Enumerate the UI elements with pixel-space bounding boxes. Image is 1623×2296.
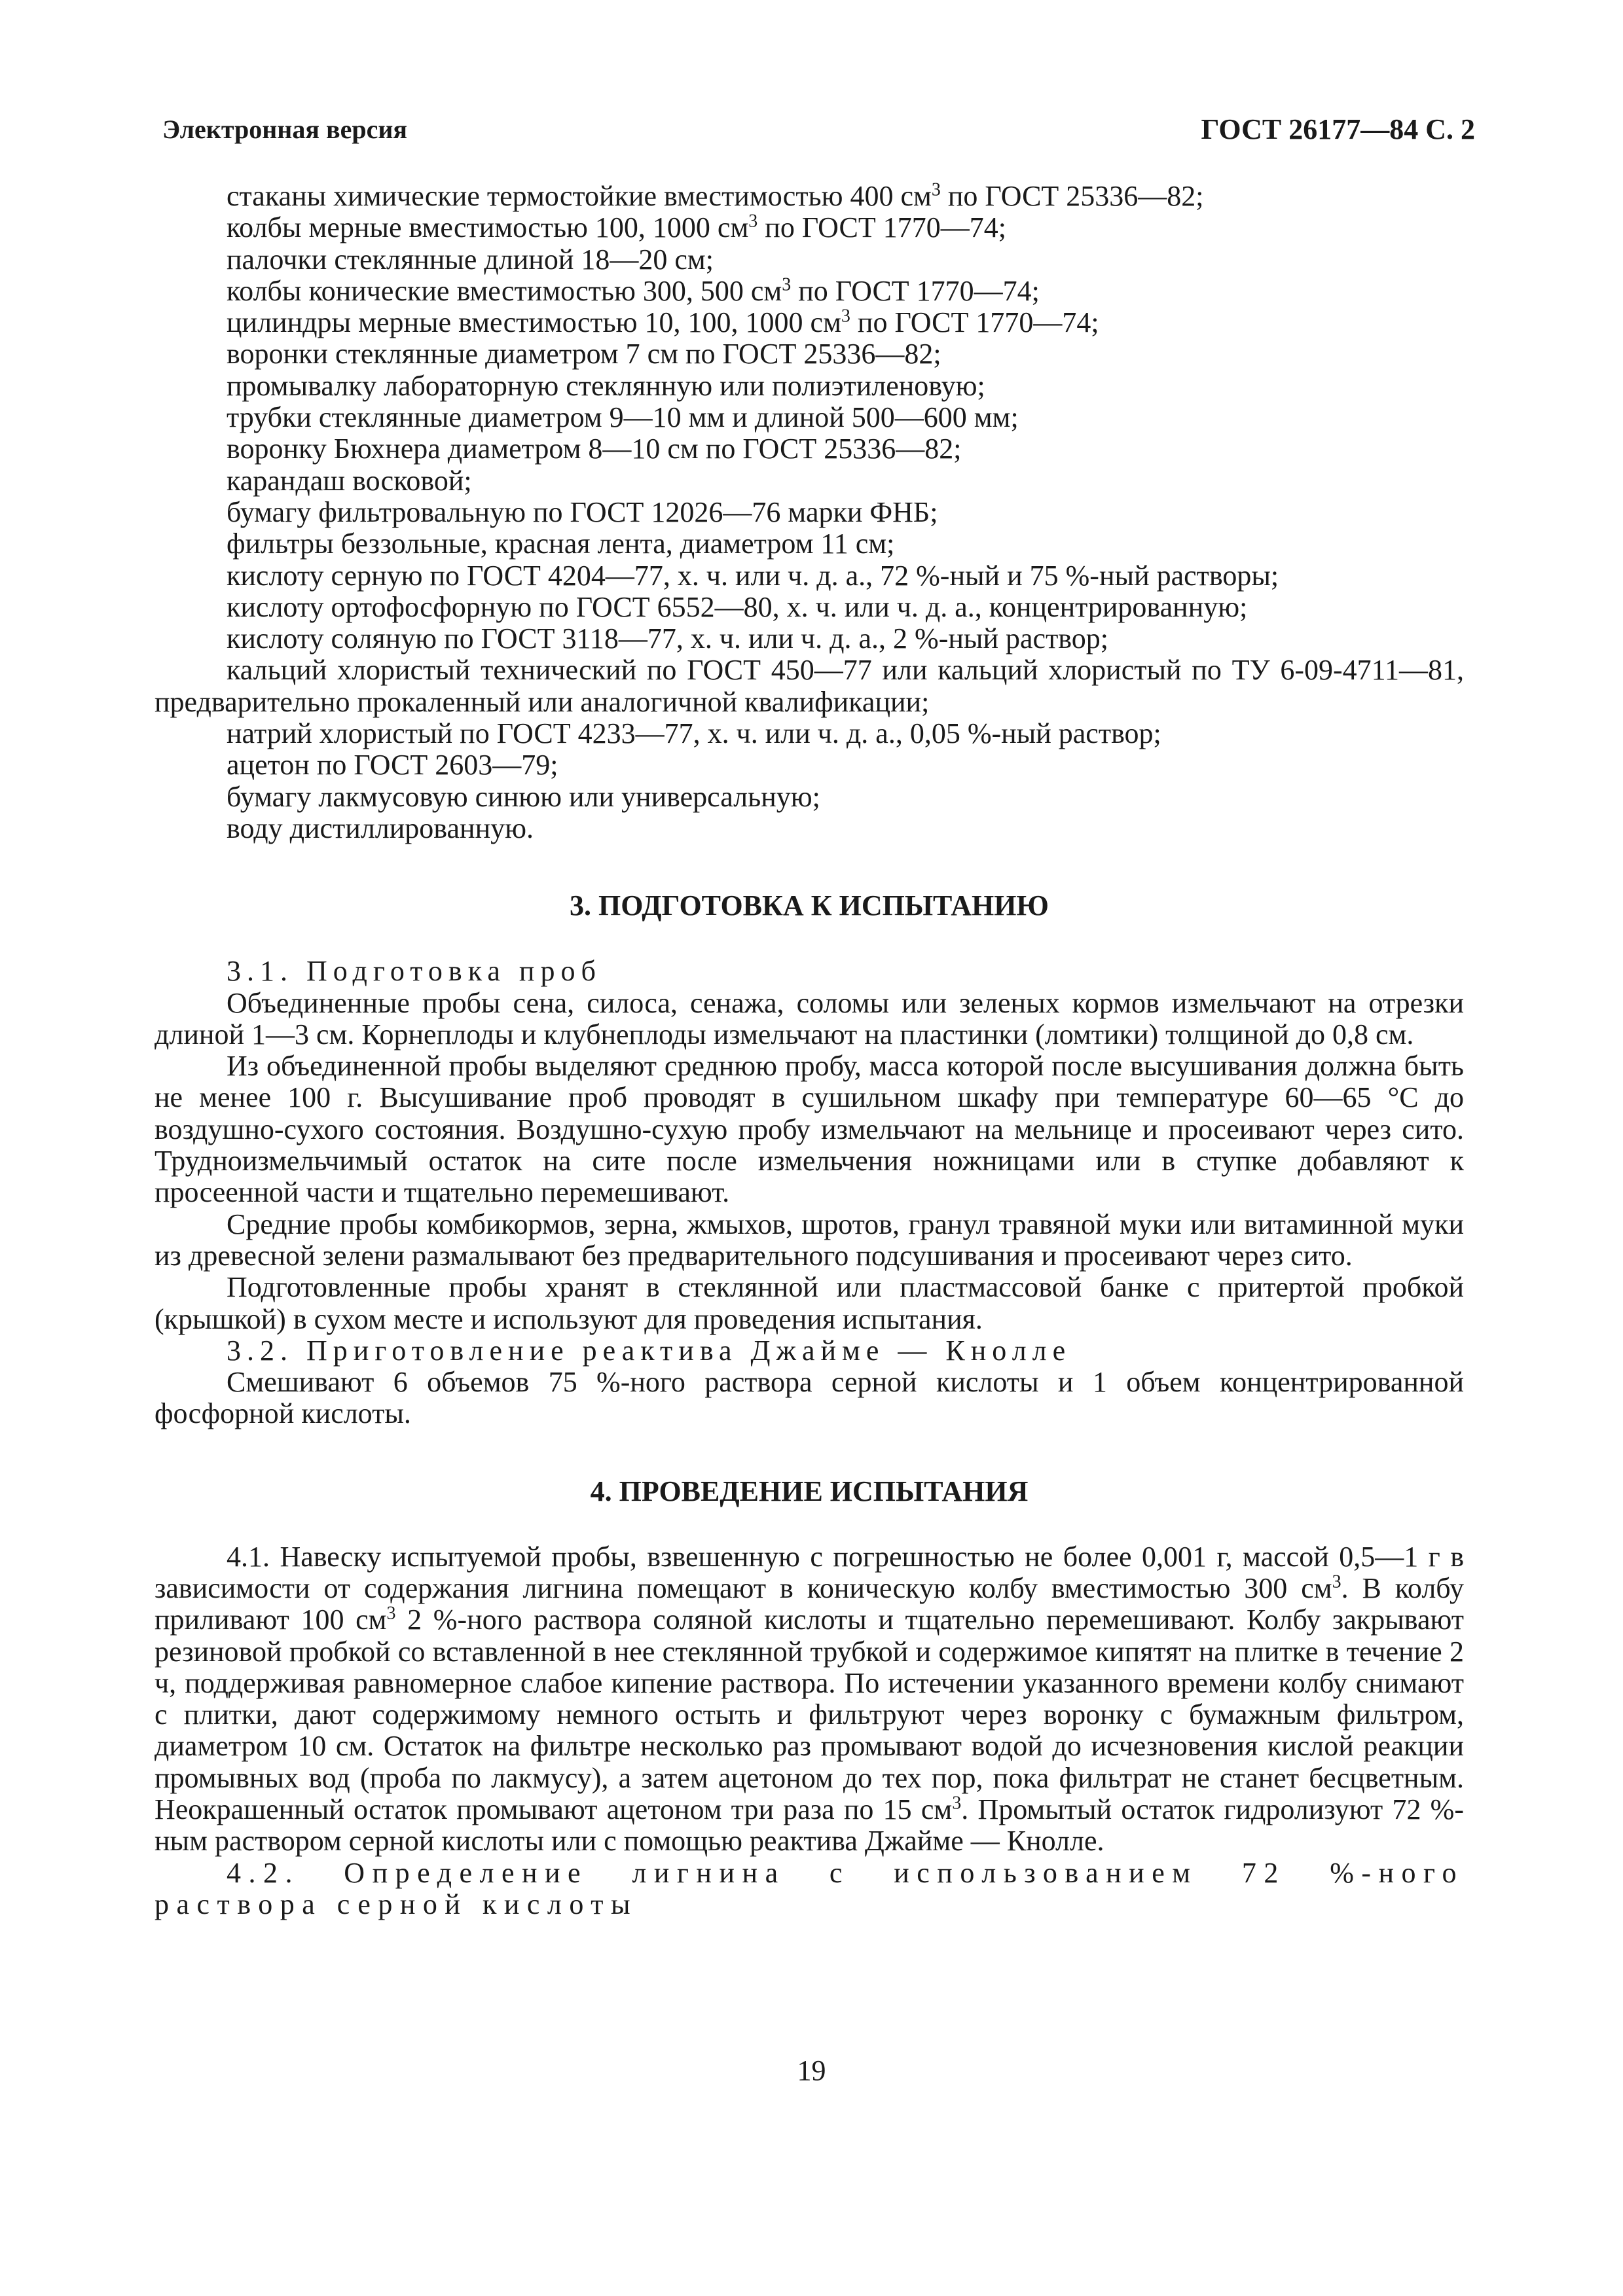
list-item: колбы мерные вместимостью 100, 1000 $см^3$ по ГОСТ 1770—74; — [227, 211, 1006, 244]
list-item: воду дистиллированную. — [227, 812, 534, 844]
list-item: кальций хлористый технический по ГОСТ 450—77 или кальций хлористый по ТУ 6-09-4711—81, предварительно прокаленный или аналогичной квалификации; — [155, 654, 1464, 718]
subsection-3-1-title: 3.1. Подготовка проб — [227, 955, 602, 988]
equipment-list — [155, 181, 1464, 844]
list-item: промывалку лабораторную стеклянную или полиэтиленовую; — [227, 369, 985, 402]
list-item: фильтры беззольные, красная лента, диаметром 11 см; — [227, 528, 895, 560]
page-number: 19 — [797, 2054, 826, 2087]
running-header-right: ГОСТ 26177—84 С. 2 — [1201, 113, 1475, 145]
running-header-left: Электронная версия — [162, 115, 408, 144]
list-item: кислоту серную по ГОСТ 4204—77, х. ч. или ч. д. а., 72 %-ный и 75 %-ный растворы; — [227, 559, 1279, 592]
list-item: воронки стеклянные диаметром 7 см по ГОСТ 25336—82; — [227, 338, 941, 370]
paragraph: Смешивают 6 объемов 75 %-ного раствора серной кислоты и 1 объем концентрированной фосфорной кислоты. — [155, 1366, 1464, 1430]
paragraph: Из объединенной пробы выделяют среднюю пробу, масса которой после высушивания должна быть не менее 100 г. Высушивание проб проводят в сушильном шкафу при температуре 60—65 °С до воздушно-сухого состояния. Воздушно-сухую пробу измельчают на мельнице и просеивают через сито. Трудноизмельчимый остаток на сите после измельчения ножницами или в ступке добавляют к просеенной части и тщательно перемешивают. — [155, 1050, 1464, 1209]
list-item: воронку Бюхнера диаметром 8—10 см по ГОСТ 25336—82; — [227, 433, 962, 465]
list-item: кислоту ортофосфорную по ГОСТ 6552—80, х. ч. или ч. д. а., концентрированную; — [227, 590, 1248, 623]
paragraph: Подготовленные пробы хранят в стеклянной или пластмассовой банке с притертой пробкой (крышкой) в сухом месте и используют для проведения испытания. — [155, 1271, 1464, 1335]
subsection-4-2-title: 4.2. Определение лигнина с использованием 72 %-ного раствора серной кислоты — [155, 1856, 1464, 1920]
list-item: бумагу фильтровальную по ГОСТ 12026—76 марки ФНБ; — [227, 495, 938, 528]
list-item: палочки стеклянные длиной 18—20 см; — [227, 243, 714, 276]
list-item: колбы конические вместимостью 300, 500 $см^3$ по ГОСТ 1770—74; — [227, 274, 1040, 307]
paragraph-4-1: 4.1. Навеску испытуемой пробы, взвешенную с погрешностью не более 0,001 г, массой 0,5—1 г в зависимости от содержания лигнина помещают в коническую колбу вместимостью 300 $см^3$. В колбу приливают 100 $см^3$ 2 %-ного раствора соляной кислоты и тщательно перемешивают. Колбу закрывают резиновой пробкой со вставленной в нее стеклянной трубкой и содержимое кипятят на плитке в течение 2 ч, поддерживая равномерное слабое кипение раствора. По истечении указанного времени колбу снимают с плитки, дают содержимому немного остыть и фильтруют через воронку с бумажным фильтром, диаметром 10 см. Остаток на фильтре несколько раз промывают водой до исчезновения кислой реакции промывных вод (проба по лакмусу), а затем ацетоном до тех пор, пока фильтрат не станет бесцветным. Неокрашенный остаток промывают ацетоном три раза по 15 $см^3$. Промытый остаток гидролизуют 72 %-ным раствором серной кислоты или с помощью реактива Джайме — Кнолле. — [155, 1540, 1465, 1857]
list-item: натрий хлористый по ГОСТ 4233—77, х. ч. или ч. д. а., 0,05 %-ный раствор; — [227, 717, 1161, 750]
list-item: бумагу лакмусовую синюю или универсальную; — [227, 780, 820, 813]
list-item: кислоту соляную по ГОСТ 3118—77, х. ч. или ч. д. а., 2 %-ный раствор; — [227, 622, 1109, 655]
list-item: ацетон по ГОСТ 2603—79; — [227, 749, 558, 781]
page-body — [155, 181, 1464, 1920]
list-item: трубки стеклянные диаметром 9—10 мм и длиной 500—600 мм; — [227, 401, 1019, 434]
paragraph: Средние пробы комбикормов, зерна, жмыхов, шротов, гранул травяной муки или витаминной муки из древесной зелени размалывают без предварительного подсушивания и просеивают через сито. — [155, 1208, 1464, 1272]
subsection-3-2-title: 3.2. Приготовление реактива Джайме — Кнолле — [227, 1334, 1072, 1367]
list-item: цилиндры мерные вместимостью 10, 100, 1000 $см^3$ по ГОСТ 1770—74; — [227, 306, 1099, 339]
section-3-heading: 3. ПОДГОТОВКА К ИСПЫТАНИЮ — [570, 889, 1049, 922]
list-item: стаканы химические термостойкие вместимостью 400 $см^3$ по ГОСТ 25336—82; — [227, 179, 1204, 212]
list-item: карандаш восковой; — [227, 464, 472, 497]
section-4-heading: 4. ПРОВЕДЕНИЕ ИСПЫТАНИЯ — [590, 1475, 1029, 1507]
paragraph: Объединенные пробы сена, силоса, сенажа, соломы или зеленых кормов измельчают на отрезки длиной 1—3 см. Корнеплоды и клубнеплоды измельчают на пластинки (ломтики) толщиной до 0,8 см. — [155, 986, 1464, 1050]
